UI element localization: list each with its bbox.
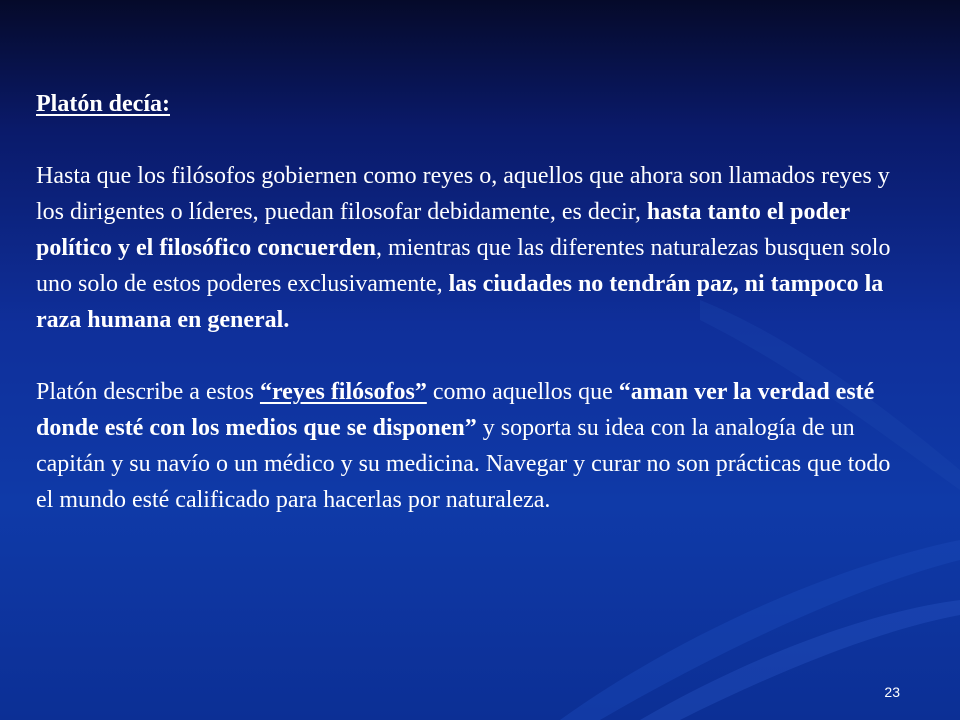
kings-underlined-term: “reyes filósofos” bbox=[259, 379, 427, 405]
quote-bold-1: hasta tanto el poder político y el filosófico concuerden bbox=[36, 199, 850, 261]
paragraph-philosopher-kings bbox=[36, 374, 906, 518]
paragraph-plato-quote bbox=[36, 158, 906, 338]
slide-title: Platón decía: bbox=[36, 91, 170, 117]
spacer bbox=[36, 338, 906, 374]
spacer bbox=[36, 122, 906, 158]
quote-text-1: Hasta que los filósofos gobiernen como reyes o, aquellos que ahora son llamados reyes y los dirigentes o líderes, puedan filosofar debidamente, es decir, bbox=[36, 163, 890, 225]
quote-bold-2: las ciudades no tendrán paz, ni tampoco la raza humana en general. bbox=[36, 271, 884, 333]
kings-text-3: y soporta su idea con la analogía de un capitán y su navío o un médico y su medicina. Navegar y curar no son prácticas que todo el mundo esté calificado para hacerlas por naturaleza. bbox=[36, 415, 891, 513]
kings-text-2: como aquellos que bbox=[426, 379, 619, 405]
kings-text-1: Platón describe a estos bbox=[36, 379, 260, 405]
page-number: 23 bbox=[884, 684, 900, 700]
slide-content bbox=[36, 86, 906, 518]
quote-text-2: , mientras que las diferentes naturalezas busquen solo uno solo de estos poderes exclusivamente, bbox=[36, 235, 891, 297]
kings-bold-quote: “aman ver la verdad esté donde esté con los medios que se disponen” bbox=[36, 379, 875, 441]
